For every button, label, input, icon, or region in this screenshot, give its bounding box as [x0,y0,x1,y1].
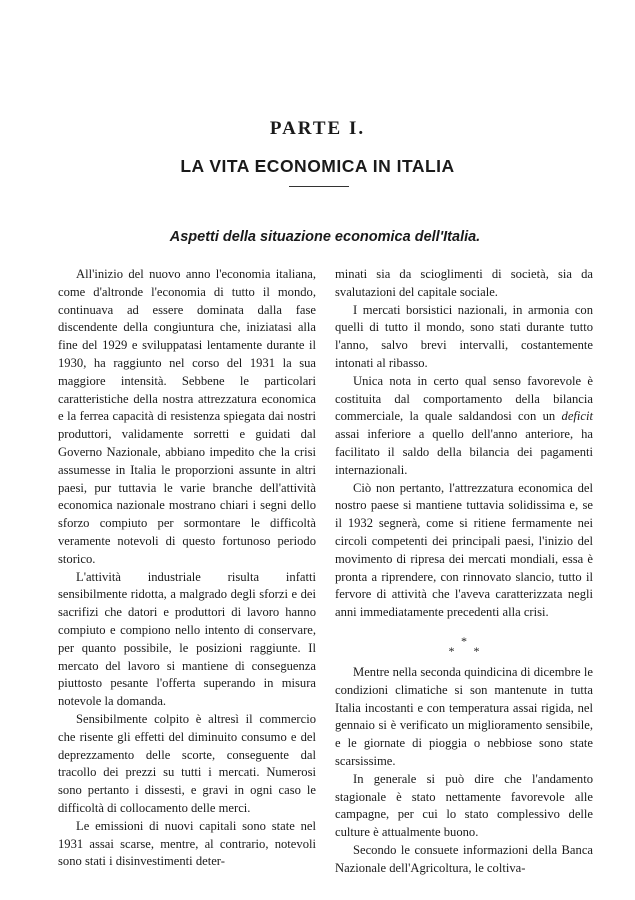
paragraph: Sensibilmente colpito è altresì il commercio che risente gli effetti del diminuito consumo e del deprezzamento delle scorte, conseguente dal tracollo dei prezzi su tutti i mercati. Numerosi sono pertanto i dissesti, e gravi in ogni caso le difficoltà di collocamento delle merci. [58,711,316,815]
right-column [335,266,593,878]
left-column [58,266,316,871]
asterism-bottom: * * [448,643,488,658]
asterism-top: * [461,633,467,648]
title-divider [289,186,349,187]
paragraph: All'inizio del nuovo anno l'economia italiana, come d'altronde l'economia di tutto il mondo, continuava ad essere dominata dalla fase discendente della congiuntura che, iniziatasi alla fine del 1929 e sviluppatasi lentamente durante il 1930, ha raggiunto nel corso del 1931 la sua maggiore intensità. Sebbene le particolari caratteristiche della nostra attrezzatura economica e la ferrea capacità di resistenza spiegata dai nostri produttori, validamente sorretti e guidati dal Governo Nazionale, abbiano impedito che la crisi assumesse in Italia le proporzioni assunte in altri paesi, pur tuttavia le varie branche dell'attività economica nazionale mostrano chiari i segni dello sforzo compiuto per sormontare le difficoltà veramente notevoli di questo fortunoso periodo storico. [58,267,316,566]
section-break-asterism [335,633,593,658]
paragraph: Mentre nella seconda quindicina di dicembre le condizioni climatiche si son mantenute in tutta Italia incostanti e con temperatura assai rigida, nel gennaio si è verificato un miglioramento sensibile, e le giornate di pioggia o nebbiose sono state scarsissime. [335,664,593,768]
paragraph: Le emissioni di nuovi capitali sono state nel 1931 assai scarse, mentre, al contrario, notevoli sono stati i disinvestimenti deter- [58,818,316,869]
paragraph [335,373,593,480]
paragraph: I mercati borsistici nazionali, in armonia con quelli di tutto il mondo, sono stati durante tutto l'anno, salvo brevi intervalli, costantemente intonati al ribasso. [335,302,593,370]
paragraph: Secondo le consuete informazioni della Banca Nazionale dell'Agricoltura, le coltiva- [335,842,593,875]
section-title: Aspetti della situazione economica dell'Italia. [169,229,481,245]
italic-term: deficit [561,409,593,424]
paragraph-text: assai inferiore a quello dell'anno anteriore, ha facilitato il saldo della bilancia dei pagamenti internazionali. [335,427,593,477]
chapter-title: LA VITA ECONOMICA IN ITALIA [180,156,455,176]
paragraph-continuation: minati sia da scioglimenti di società, sia da svalutazioni del capitale sociale. [335,267,593,299]
paragraph: Ciò non pertanto, l'attrezzatura economica del nostro paese si mantiene tuttavia solidissima e, se il 1932 segnerà, come si ritiene fermamente nei circoli competenti dei principali paesi, l'inizio del movimento di ripresa dei mercati mondiali, essa è pronta a riprendere, con rinnovato slancio, tutto il fervore di attività che l'aveva caratterizzata negli anni immediatamente precedenti alla crisi. [335,480,593,620]
paragraph: In generale si può dire che l'andamento stagionale è stato nettamente favorevole alle campagne, per cui lo stato complessivo delle culture è attualmente buono. [335,771,593,840]
part-heading: PARTE I. [269,118,366,139]
paragraph: L'attività industriale risulta infatti sensibilmente ridotta, a malgrado degli sforzi e dei sacrifizi che datori e produttori di lavoro hanno compiuto e compiono nello intento di conservare, per quanto possibile, le posizioni raggiunte. Il mercato del lavoro si mantiene di conseguenza piuttosto pesante l'offerta superando in misura notevole la domanda. [58,569,316,709]
paragraph-text: Unica nota in certo qual senso favorevole è costituita dal comportamento della bilancia commerciale, la quale saldandosi con un [335,373,593,424]
